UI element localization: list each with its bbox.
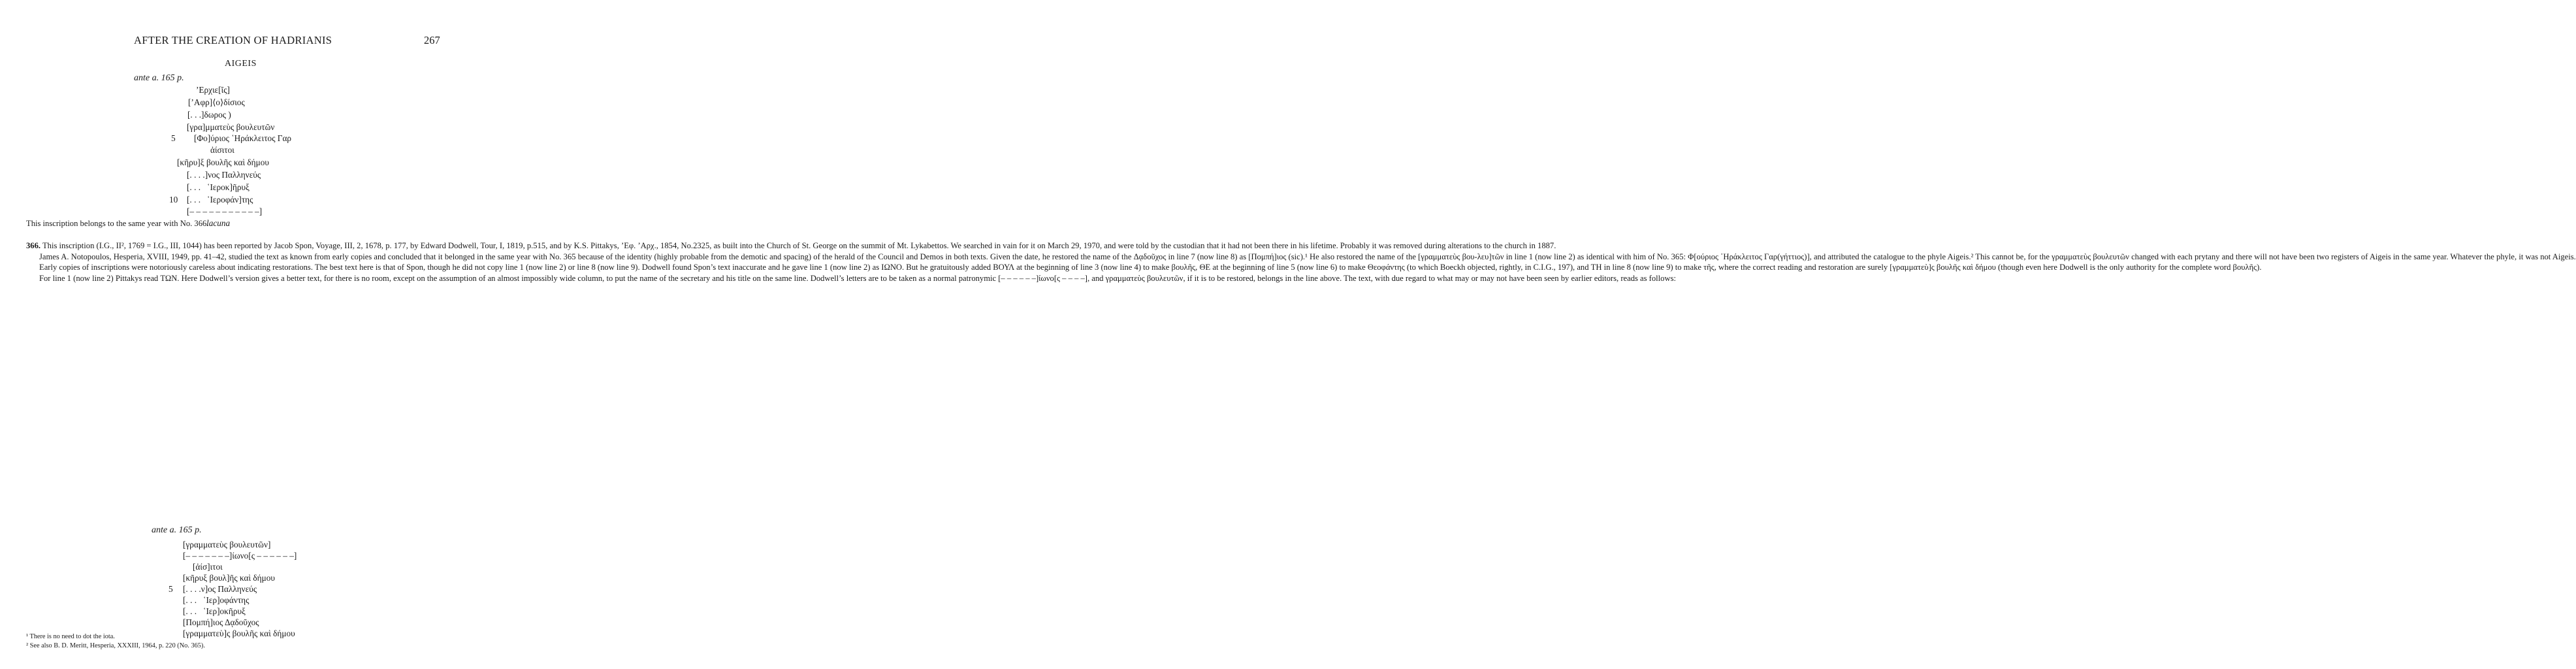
- commentary: [26, 240, 2576, 284]
- inscription2-line: [. . . ῾Ιερ]οκῆρυξ: [183, 606, 246, 616]
- inscription1-line: [κῆρυ]ξ βουλῆς καὶ δήμου: [177, 157, 270, 167]
- line-number: 10: [169, 195, 178, 204]
- inscription2-line: [. . . .ν]ος Παλληνεύς: [183, 584, 257, 594]
- line-number: 5: [169, 584, 173, 594]
- section-title: AIGEIS: [225, 59, 257, 69]
- inscription2-line: [γραμματεὺ]ς βουλῆς καὶ δήμου: [183, 628, 295, 638]
- inscription1-line: [. . . .]νος Παλληνεύς: [187, 170, 261, 180]
- inscription1-line: [. . . ῾Ιεροφάν]της: [187, 195, 253, 204]
- inscription1-line: ἀίσιτοι: [210, 145, 234, 155]
- footnote-2: ² See also B. D. Meritt, Hesperia, XXXIII, 1964, p. 220 (No. 365).: [26, 642, 205, 649]
- inscription2-line: [– – – – – – –]ίωνο[ς – – – – – –]: [183, 551, 297, 561]
- inscription1-line: [γρα]μματεὺς βουλευτῶν: [187, 122, 275, 132]
- inscription2-line: [Πομπή]ιος Δᾳδοῦχος: [183, 617, 259, 627]
- paragraph-366: 366. This inscription (I.G., II², 1769 = I.G., III, 1044) has been reported by Jacob Spon, Voyage, III, 2, 1678, p. 177, by Edward Dodwell, Tour, I, 1819, p.515, and by K.S. Pittakys, ’Εφ. ’Αρχ., 1854, No.2325, as built into the Church of St. George on the summit of Mt. Lykabettos. We searched in vain for it on March 29, 1970, and were told by the custodian that it had not been there in his lifetime. Probably it was removed during alterations to the church in 1887.: [26, 241, 1556, 250]
- paragraph-pittakys: For line 1 (now line 2) Pittakys read ΤΩΝ. Here Dodwell’s version gives a better text, for there is no room, except on the assumption of an almost impossibly wide column, to put the name of the secretary and his title on the same line. Dodwell’s letters are to be taken as a normal patronymic [– – – – – –]ίωνο[ς – – – –], and γραμματεὺς βουλευτῶν, if it is to be restored, belongs in the line above. The text, with due regard to what may or may not have been seen by earlier editors, reads as follows:: [39, 273, 1676, 283]
- inscription2-line: [γραμματεὺς βουλευτῶν]: [183, 540, 271, 549]
- inscription1-line: ’Ερχιε[ῖς]: [196, 85, 230, 95]
- inscription1-line: [. . . ῾Ιεροκ]ῆρυξ: [187, 182, 250, 192]
- line-number: 5: [171, 133, 176, 143]
- inscription1-lacuna: lacuna: [206, 218, 231, 228]
- inscription1-line: [. . .]δωρος ): [187, 110, 231, 120]
- footnote-1: ¹ There is no need to dot the iota.: [26, 633, 115, 640]
- inscription1-line: [Φο]ύριος ῾Ηράκλειτος Γαρ: [194, 133, 292, 143]
- inscription2-line: [ἀίσ]ιτοι: [193, 562, 223, 572]
- inscription1: [0, 84, 476, 227]
- inscription1-date: ante a. 165 p.: [134, 73, 184, 83]
- inscription2-line: [κῆρυξ βουλ]ῆς καὶ δήμου: [183, 573, 276, 583]
- inscription1-line: [– – – – – – – – – – –]: [187, 206, 263, 216]
- paragraph-number: 366.: [26, 241, 41, 250]
- inscription2-date: ante a. 165 p.: [152, 525, 202, 535]
- page-number: 267: [424, 34, 440, 46]
- inscription2-line: [. . . ῾Ιερ]οφάντης: [183, 595, 250, 605]
- paragraph-notopoulos: James A. Notopoulos, Hesperia, XVIII, 1949, pp. 41–42, studied the text as known from early copies and concluded that it belonged in the same year with No. 365 because of the identity (highly probable from the demotic and spacing) of the herald of the Council and Demos in both texts. Given the date, he restored the name of the Δᾳδοῦχος in line 7 (now line 8) as [Πομπή]ιος (sic).¹ He also restored the name of the [γραμματεὺς βου-λευ]τῶν in line 1 (now line 2) as identical with him of No. 365: Φ[ούριος ῾Ηράκλειτος Γαρ(γήττιος)], and attributed the catalogue to the phyle Aigeis.² This cannot be, for the γραμματεὺς βουλευτῶν changed with each prytany and there will not have been two registers of Aigeis in the same year. Whatever the phyle, it was not Aigeis.: [39, 252, 2576, 261]
- running-header-title: AFTER THE CREATION OF HADRIANIS: [134, 34, 332, 46]
- note-same-year: This inscription belongs to the same year with No. 366.: [26, 219, 209, 228]
- inscription1-line: [’Αφρ]⟨ο⟩δίσιος: [188, 97, 245, 107]
- paragraph-early-copies: Early copies of inscriptions were notoriously careless about indicating restorations. The best text here is that of Spon, though he did not copy line 1 (now line 2) or line 8 (now line 9). Dodwell found Spon’s text inaccurate and he gave line 1 (now line 2) as ΙΩΝΟ. But he gratuitously added ΒΟΥΛ at the beginning of line 3 (now line 4) to make βουλῆς, ΘΕ at the beginning of line 5 (now line 6) to make Θεοφάντης (to which Boeckh objected, rightly, in C.I.G., 197), and ΤΗ in line 8 (now line 9) to make τῆς, where the correct reading and restoration are surely [γραμματεὺ]ς βουλῆς καὶ δήμου (though even here Dodwell is the only authority for the complete word βουλῆς).: [39, 263, 2262, 272]
